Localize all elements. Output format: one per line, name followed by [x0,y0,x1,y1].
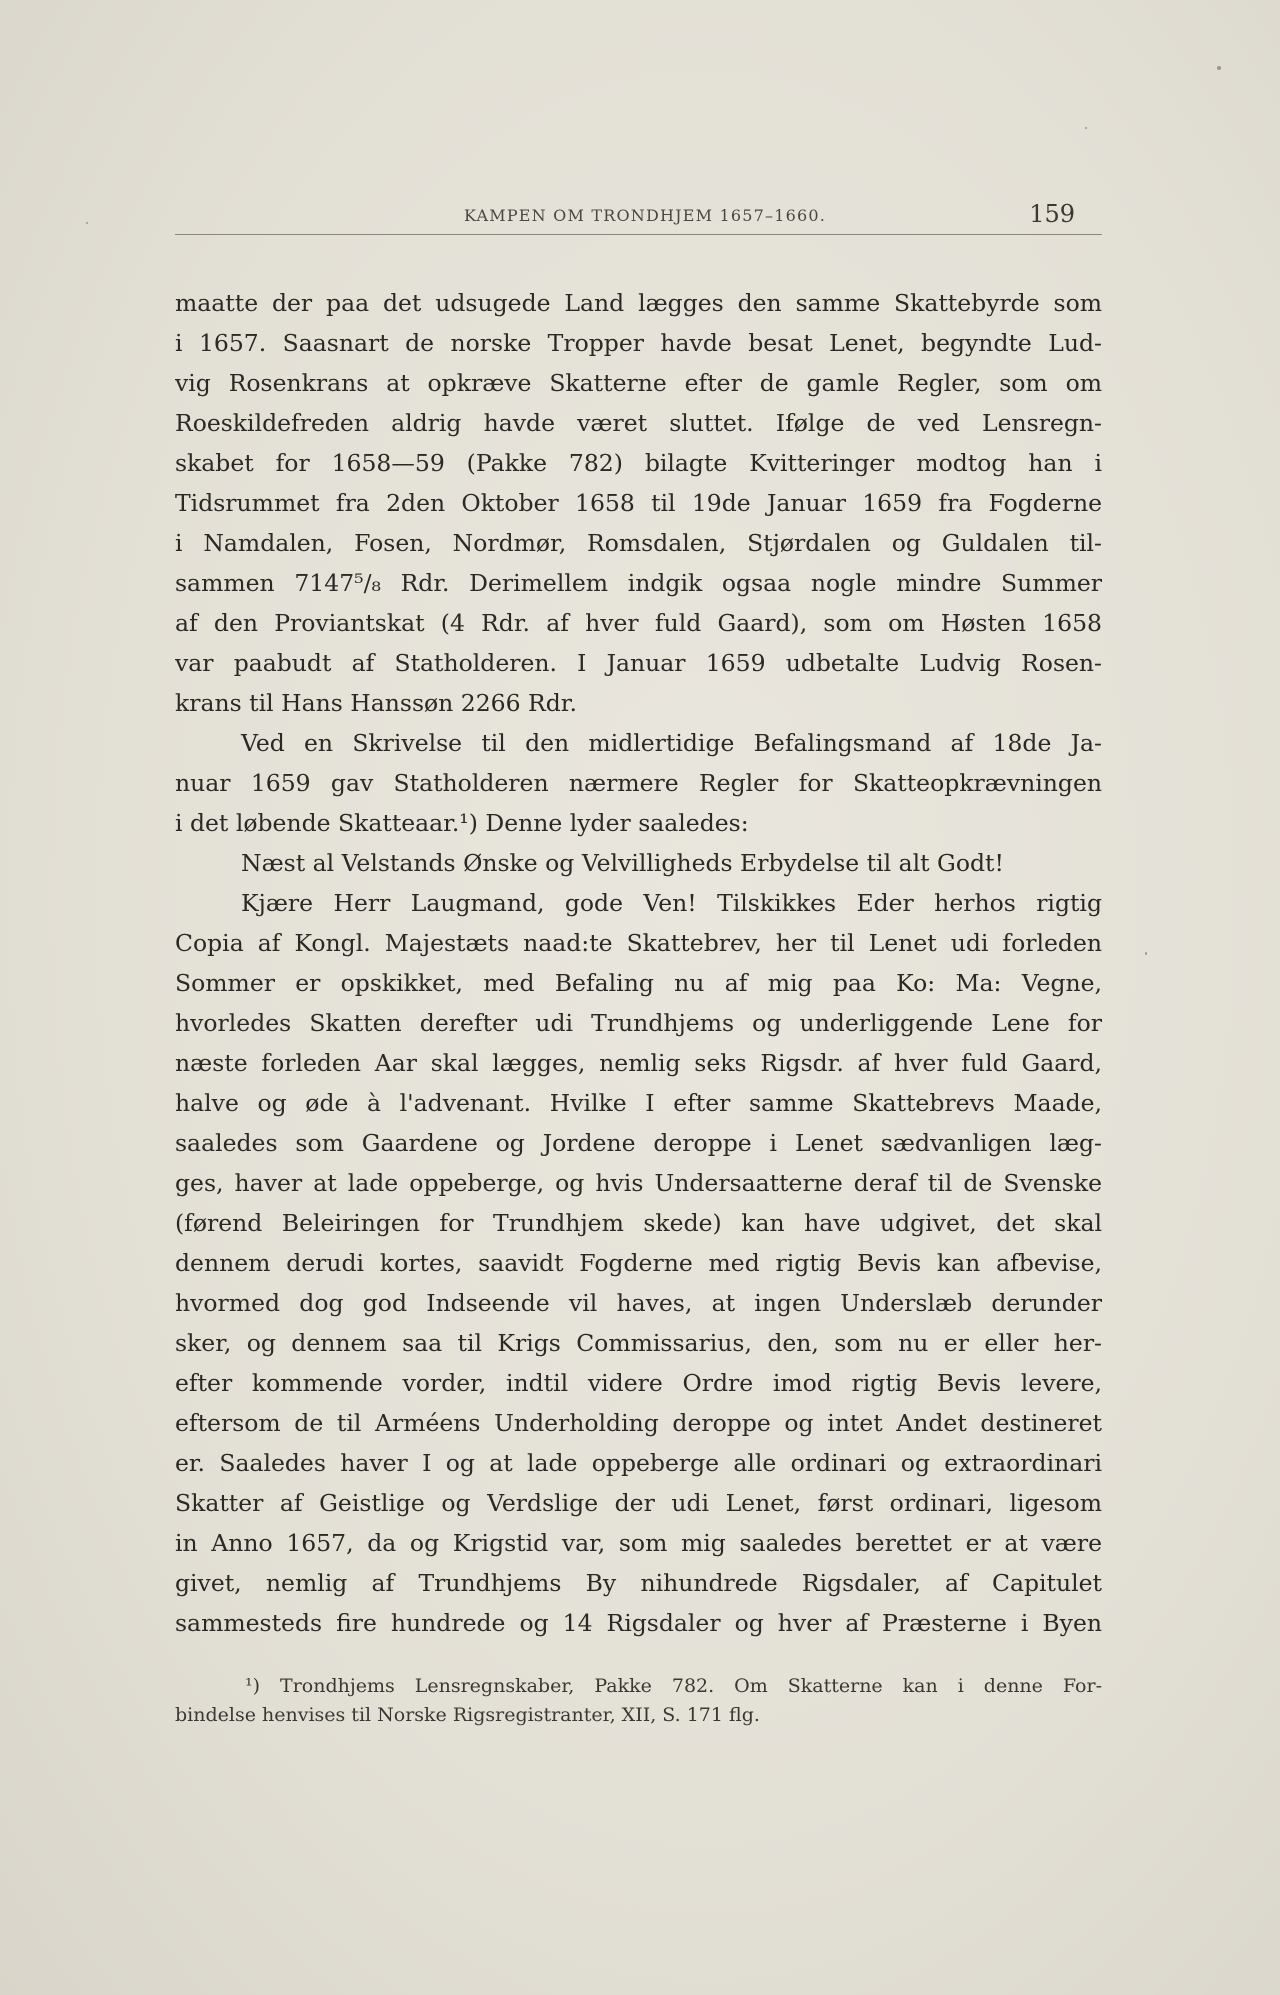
text-line: hvorledes Skatten derefter udi Trundhjems og underliggende Lene for [175,1009,1102,1037]
text-line: efter kommende vorder, indtil videre Ordre imod rigtig Bevis levere, [175,1369,1102,1397]
text-line: hvormed dog god Indseende vil haves, at ingen Underslæb derunder [175,1289,1102,1317]
text-line: Sommer er opskikket, med Befaling nu af mig paa Ko: Ma: Vegne, [175,969,1102,997]
text-line: var paabudt af Statholderen. I Januar 1659 udbetalte Ludvig Rosen- [175,649,1102,677]
text-line: af den Proviantskat (4 Rdr. af hver fuld Gaard), som om Høsten 1658 [175,609,1102,637]
page-header [175,196,1105,236]
paper-speck [1145,952,1147,955]
text-line: Copia af Kongl. Majestæts naad:te Skattebrev, her til Lenet udi forleden [175,929,1102,957]
text-line: krans til Hans Hanssøn 2266 Rdr. [175,689,577,717]
paper-speck [1085,127,1087,129]
text-line: Skatter af Geistlige og Verdslige der udi Lenet, først ordinari, ligesom [175,1489,1102,1517]
text-line: Næst al Velstands Ønske og Velvilligheds Erbydelse til alt Godt! [241,849,1004,877]
text-line: er. Saaledes haver I og at lade oppeberge alle ordinari og extraordinari [175,1449,1102,1477]
header-rule [175,234,1102,235]
running-title: KAMPEN OM TRONDHJEM 1657–1660. [464,206,827,225]
body-text [175,283,1102,1643]
text-line: in Anno 1657, da og Krigstid var, som mig saaledes berettet er at være [175,1529,1102,1557]
page-number: 159 [1029,200,1075,228]
text-line: givet, nemlig af Trundhjems By nihundrede Rigsdaler, af Capitulet [175,1569,1102,1597]
text-line: eftersom de til Arméens Underholding deroppe og intet Andet destineret [175,1409,1102,1437]
text-line: dennem derudi kortes, saavidt Fogderne med rigtig Bevis kan afbevise, [175,1249,1102,1277]
paper-speck [1217,66,1221,70]
text-line: i 1657. Saasnart de norske Tropper havde besat Lenet, begyndte Lud- [175,329,1102,357]
text-line: Roeskildefreden aldrig havde været sluttet. Ifølge de ved Lensregn- [175,409,1102,437]
footnote [175,1672,1102,1730]
text-line: sker, og dennem saa til Krigs Commissarius, den, som nu er eller her- [175,1329,1102,1357]
text-line: næste forleden Aar skal lægges, nemlig seks Rigsdr. af hver fuld Gaard, [175,1049,1102,1077]
text-line: Tidsrummet fra 2den Oktober 1658 til 19de Januar 1659 fra Fogderne [175,489,1102,517]
footnote-line: bindelse henvises til Norske Rigsregistranter, XII, S. 171 flg. [175,1704,760,1726]
text-line: Kjære Herr Laugmand, gode Ven! Tilskikkes Eder herhos rigtig [241,889,1102,917]
footnote-line: ¹) Trondhjems Lensregnskaber, Pakke 782. Om Skatterne kan i denne For- [245,1675,1102,1697]
paper-speck [86,222,88,224]
text-line: nuar 1659 gav Statholderen nærmere Regler for Skatteopkrævningen [175,769,1102,797]
text-line: maatte der paa det udsugede Land lægges den samme Skattebyrde som [175,289,1102,317]
text-line: halve og øde à l'advenant. Hvilke I efter samme Skattebrevs Maade, [175,1089,1102,1117]
text-line: saaledes som Gaardene og Jordene deroppe i Lenet sædvanligen læg- [175,1129,1102,1157]
text-line: vig Rosenkrans at opkræve Skatterne efter de gamle Regler, som om [175,369,1102,397]
text-line: ges, haver at lade oppeberge, og hvis Undersaatterne deraf til de Svenske [175,1169,1102,1197]
text-line: sammesteds fire hundrede og 14 Rigsdaler og hver af Præsterne i Byen [175,1609,1102,1637]
text-line: (førend Beleiringen for Trundhjem skede) kan have udgivet, det skal [175,1209,1102,1237]
text-line: skabet for 1658—59 (Pakke 782) bilagte Kvitteringer modtog han i [175,449,1102,477]
text-line: sammen 7147⁵/₈ Rdr. Derimellem indgik ogsaa nogle mindre Summer [175,569,1102,597]
text-line: i det løbende Skatteaar.¹) Denne lyder saaledes: [175,809,749,837]
text-line: Ved en Skrivelse til den midlertidige Befalingsmand af 18de Ja- [241,729,1102,757]
text-line: i Namdalen, Fosen, Nordmør, Romsdalen, Stjørdalen og Guldalen til- [175,529,1102,557]
